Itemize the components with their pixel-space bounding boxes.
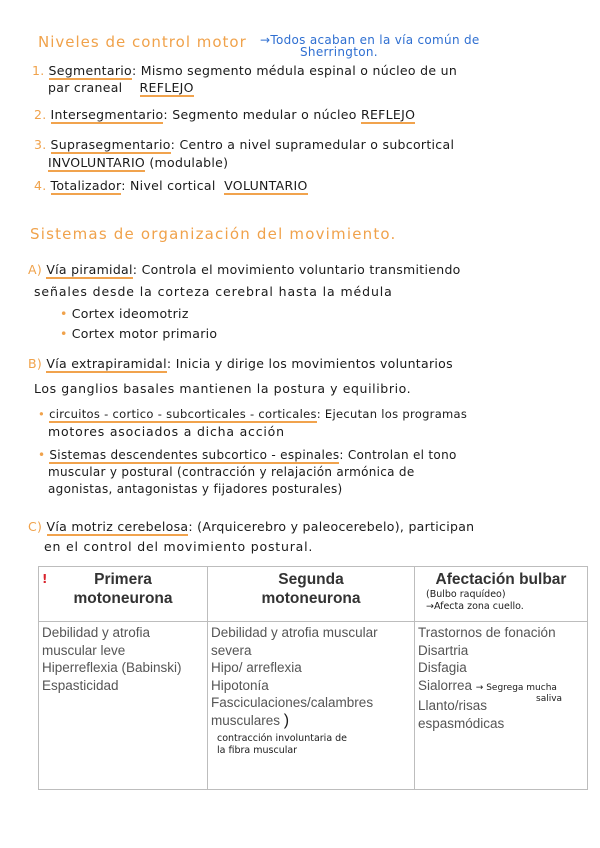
cell-line: Debilidad y atrofia muscular xyxy=(211,625,378,640)
cell-line: Hipotonía xyxy=(211,677,269,693)
brace-icon: ) xyxy=(283,711,290,729)
cell-line: muscular leve xyxy=(42,642,126,658)
annotation: la fibra muscular xyxy=(217,745,298,756)
nivel-term: Totalizador xyxy=(50,178,122,193)
nivel-term: Segmentario xyxy=(48,63,133,78)
segunda-cell xyxy=(208,622,415,790)
section-label: B) xyxy=(28,356,43,371)
cell-text: Llanto/risas xyxy=(418,698,488,713)
nivel-desc: : Mismo segmento médula espinal o núcleo de un xyxy=(132,63,458,78)
bullet-icon: • xyxy=(60,326,68,341)
bulbar-cell xyxy=(415,622,588,790)
nivel-number: 4. xyxy=(34,178,47,193)
nivel-number: 3. xyxy=(34,137,47,152)
section-label: C) xyxy=(28,519,43,534)
sherrington-note: →Todos acaban en la vía común de xyxy=(260,33,480,47)
niveles-title: Niveles de control motor xyxy=(38,33,247,51)
annotation: saliva xyxy=(536,694,563,704)
nivel-item-3 xyxy=(34,137,454,153)
cell-line: Debilidad y atrofia xyxy=(42,625,151,640)
nivel-desc: : Centro a nivel supramedular o subcortical xyxy=(170,137,455,152)
cell-text: musculares xyxy=(211,712,281,728)
list-item xyxy=(60,326,217,342)
cell-line: Trastornos de fonación xyxy=(418,625,556,640)
annotation: contracción involuntaria de xyxy=(217,733,348,744)
header-text: Afectación bulbar xyxy=(435,571,567,588)
header-text: Primera motoneurona xyxy=(73,571,173,607)
bullet-text: : Controlan el tono xyxy=(339,448,457,462)
table-header-row xyxy=(39,567,588,622)
nivel-term: Suprasegmentario xyxy=(50,137,171,152)
cell-line: Hiperreflexia (Babinski) xyxy=(42,660,182,675)
nivel-desc: : Nivel cortical xyxy=(121,178,216,193)
table-row xyxy=(39,622,588,790)
bullet-icon: • xyxy=(38,448,46,462)
nivel-number: 1. xyxy=(32,63,45,78)
nivel-item-3-line2 xyxy=(48,155,228,171)
via-piramidal-line2: señales desde la corteza cerebral hasta la médula xyxy=(34,284,393,299)
header-primera xyxy=(39,567,208,622)
nivel-keyword: VOLUNTARIO xyxy=(224,178,308,193)
bullet-text: : Ejecutan los programas xyxy=(316,407,468,421)
via-desc: : Controla el movimiento voluntario transmitiendo xyxy=(132,262,461,277)
cell-line xyxy=(211,712,411,730)
via-term: Vía extrapiramidal xyxy=(46,356,167,371)
via-cerebelosa xyxy=(28,519,474,535)
bullet-text: Cortex ideomotriz xyxy=(71,306,189,321)
list-item xyxy=(38,447,457,463)
bullet-icon: • xyxy=(60,306,68,321)
nivel-number: 2. xyxy=(34,107,47,122)
header-text: Segunda motoneurona xyxy=(261,571,361,607)
bullet-text: Cortex motor primario xyxy=(71,326,218,341)
sherrington-note-2: Sherrington. xyxy=(300,45,378,59)
nivel-keyword: REFLEJO xyxy=(360,107,416,122)
cell-line: Disfagia xyxy=(418,660,467,675)
header-segunda xyxy=(208,567,415,622)
cell-text: Sialorrea xyxy=(418,677,473,693)
bullet-term: Sistemas descendentes subcortico - espinales xyxy=(49,448,340,462)
via-cerebelosa-line2: en el control del movimiento postural. xyxy=(44,539,314,554)
header-bulbar xyxy=(415,567,588,622)
cell-line: severa xyxy=(211,642,252,658)
nivel-item-2 xyxy=(34,107,415,123)
bullet-line: agonistas, antagonistas y fijadores posturales) xyxy=(48,482,343,496)
via-piramidal xyxy=(28,262,461,278)
via-term: Vía piramidal xyxy=(46,262,133,277)
motoneurona-table xyxy=(38,566,588,790)
bullet-line: muscular y postural (contracción y relajación armónica de xyxy=(48,465,415,479)
cell-line: Espasticidad xyxy=(42,677,119,693)
section-label: A) xyxy=(28,262,43,277)
list-item xyxy=(38,406,467,422)
warning-icon: ! xyxy=(42,572,48,586)
via-extrapiramidal-line2: Los ganglios basales mantienen la postura y equilibrio. xyxy=(34,381,412,396)
nivel-keyword: INVOLUNTARIO xyxy=(48,155,146,170)
via-desc: : Inicia y dirige los movimientos voluntarios xyxy=(166,356,453,371)
nivel-item-4 xyxy=(34,178,308,194)
via-term: Vía motriz cerebelosa xyxy=(46,519,189,534)
cell-line: Fasciculaciones/calambres xyxy=(211,695,374,710)
nivel-desc: : Segmento medular o núcleo xyxy=(163,107,357,122)
via-extrapiramidal xyxy=(28,356,453,372)
bulbar-note: (Bulbo raquídeo) xyxy=(426,589,506,600)
bullet-icon: • xyxy=(38,407,46,421)
bulbar-note-2: →Afecta zona cuello. xyxy=(426,601,524,612)
nivel-item-1-line2 xyxy=(48,80,194,96)
cell-line: Hipo/ arreflexia xyxy=(211,660,302,675)
annotation: → Segrega mucha xyxy=(475,682,557,693)
bullet-term: circuitos - cortico - subcorticales - corticales xyxy=(49,407,317,421)
nivel-term: Intersegmentario xyxy=(50,107,164,122)
primera-cell xyxy=(39,622,208,790)
cell-line: espasmódicas xyxy=(418,715,505,731)
nivel-desc: (modulable) xyxy=(149,155,229,170)
cell-line: Disartria xyxy=(418,642,469,658)
cell-line xyxy=(418,694,584,715)
nivel-item-1 xyxy=(32,63,457,79)
nivel-keyword: REFLEJO xyxy=(139,80,194,95)
list-item xyxy=(60,306,189,322)
via-desc: : (Arquicerebro y paleocerebelo), participan xyxy=(188,519,475,534)
sistemas-title: Sistemas de organización del movimiento. xyxy=(30,225,397,243)
nivel-desc: par craneal xyxy=(48,80,123,95)
bullet-line: motores asociados a dicha acción xyxy=(48,424,285,439)
